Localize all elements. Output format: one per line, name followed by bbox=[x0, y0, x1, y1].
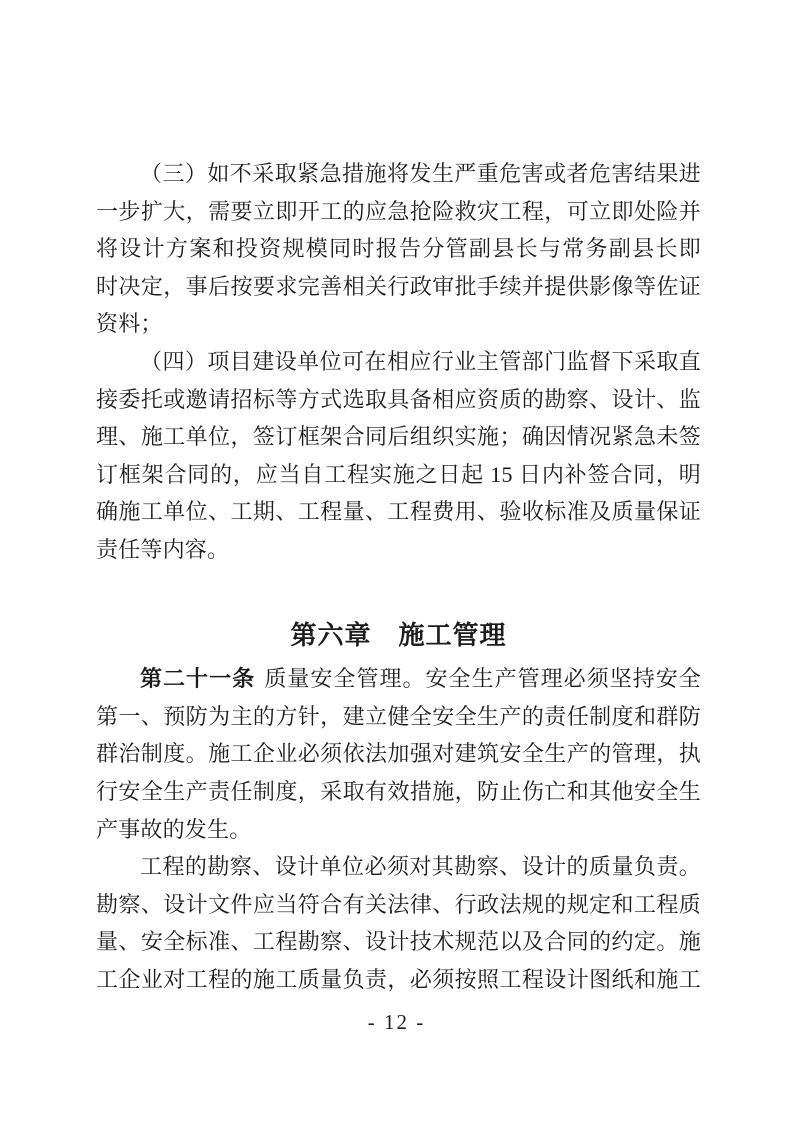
text-line: 将设计方案和投资规模同时报告分管副县长与常务副县长即 bbox=[96, 236, 701, 262]
text-line: 一步扩大，需要立即开工的应急抢险救灾工程，可立即处险并 bbox=[96, 198, 701, 224]
article-number-label: 第二十一条 bbox=[140, 666, 256, 692]
text-line: （三）如不采取紧急措施将发生严重危害或者危害结果进 bbox=[140, 161, 701, 186]
text-line: 资料； bbox=[96, 311, 163, 337]
text-line: （四）项目建设单位可在相应行业主管部门监督下采取直 bbox=[140, 348, 701, 374]
text-line: 时决定，事后按要求完善相关行政审批手续并提供影像等佐证 bbox=[96, 273, 701, 299]
text-line: 订框架合同的，应当自工程实施之日起 15 日内补签合同，明 bbox=[96, 461, 701, 487]
text-line: 勘察、设计文件应当符合有关法律、行政法规的规定和工程质 bbox=[96, 891, 701, 917]
text-line: 行安全生产责任制度，采取有效措施，防止伤亡和其他安全生 bbox=[96, 778, 701, 804]
text-line: 第一、预防为主的方针，建立健全安全生产的责任制度和群防 bbox=[96, 703, 701, 729]
document-text-block bbox=[96, 155, 701, 998]
paragraph-clause-3 bbox=[96, 155, 701, 343]
text-line: 责任等内容。 bbox=[96, 536, 230, 562]
paragraph-quality-responsibility bbox=[96, 848, 701, 998]
chapter-heading: 第六章 施工管理 bbox=[290, 619, 507, 650]
text-line: 产事故的发生。 bbox=[96, 816, 252, 842]
text-line: 理、施工单位，签订框架合同后组织实施；确因情况紧急未签 bbox=[96, 424, 701, 450]
paragraph-clause-4 bbox=[96, 343, 701, 569]
article-text: 质量安全管理。安全生产管理必须坚持安全 bbox=[264, 666, 701, 692]
text-line bbox=[96, 660, 701, 698]
text-line: 量、安全标准、工程勘察、设计技术规范以及合同的约定。施 bbox=[96, 929, 701, 955]
text-line: 群治制度。施工企业必须依法加强对建筑安全生产的管理，执 bbox=[96, 741, 701, 767]
page-number: - 12 - bbox=[367, 1010, 426, 1034]
text-line: 工企业对工程的施工质量负责，必须按照工程设计图纸和施工 bbox=[96, 966, 701, 992]
text-line: 接委托或邀请招标等方式选取具备相应资质的勘察、设计、监 bbox=[96, 386, 701, 412]
text-line: 确施工单位、工期、工程量、工程费用、验收标准及质量保证 bbox=[96, 499, 701, 525]
paragraph-article-21 bbox=[96, 660, 701, 848]
text-line: 工程的勘察、设计单位必须对其勘察、设计的质量负责。 bbox=[140, 854, 701, 880]
